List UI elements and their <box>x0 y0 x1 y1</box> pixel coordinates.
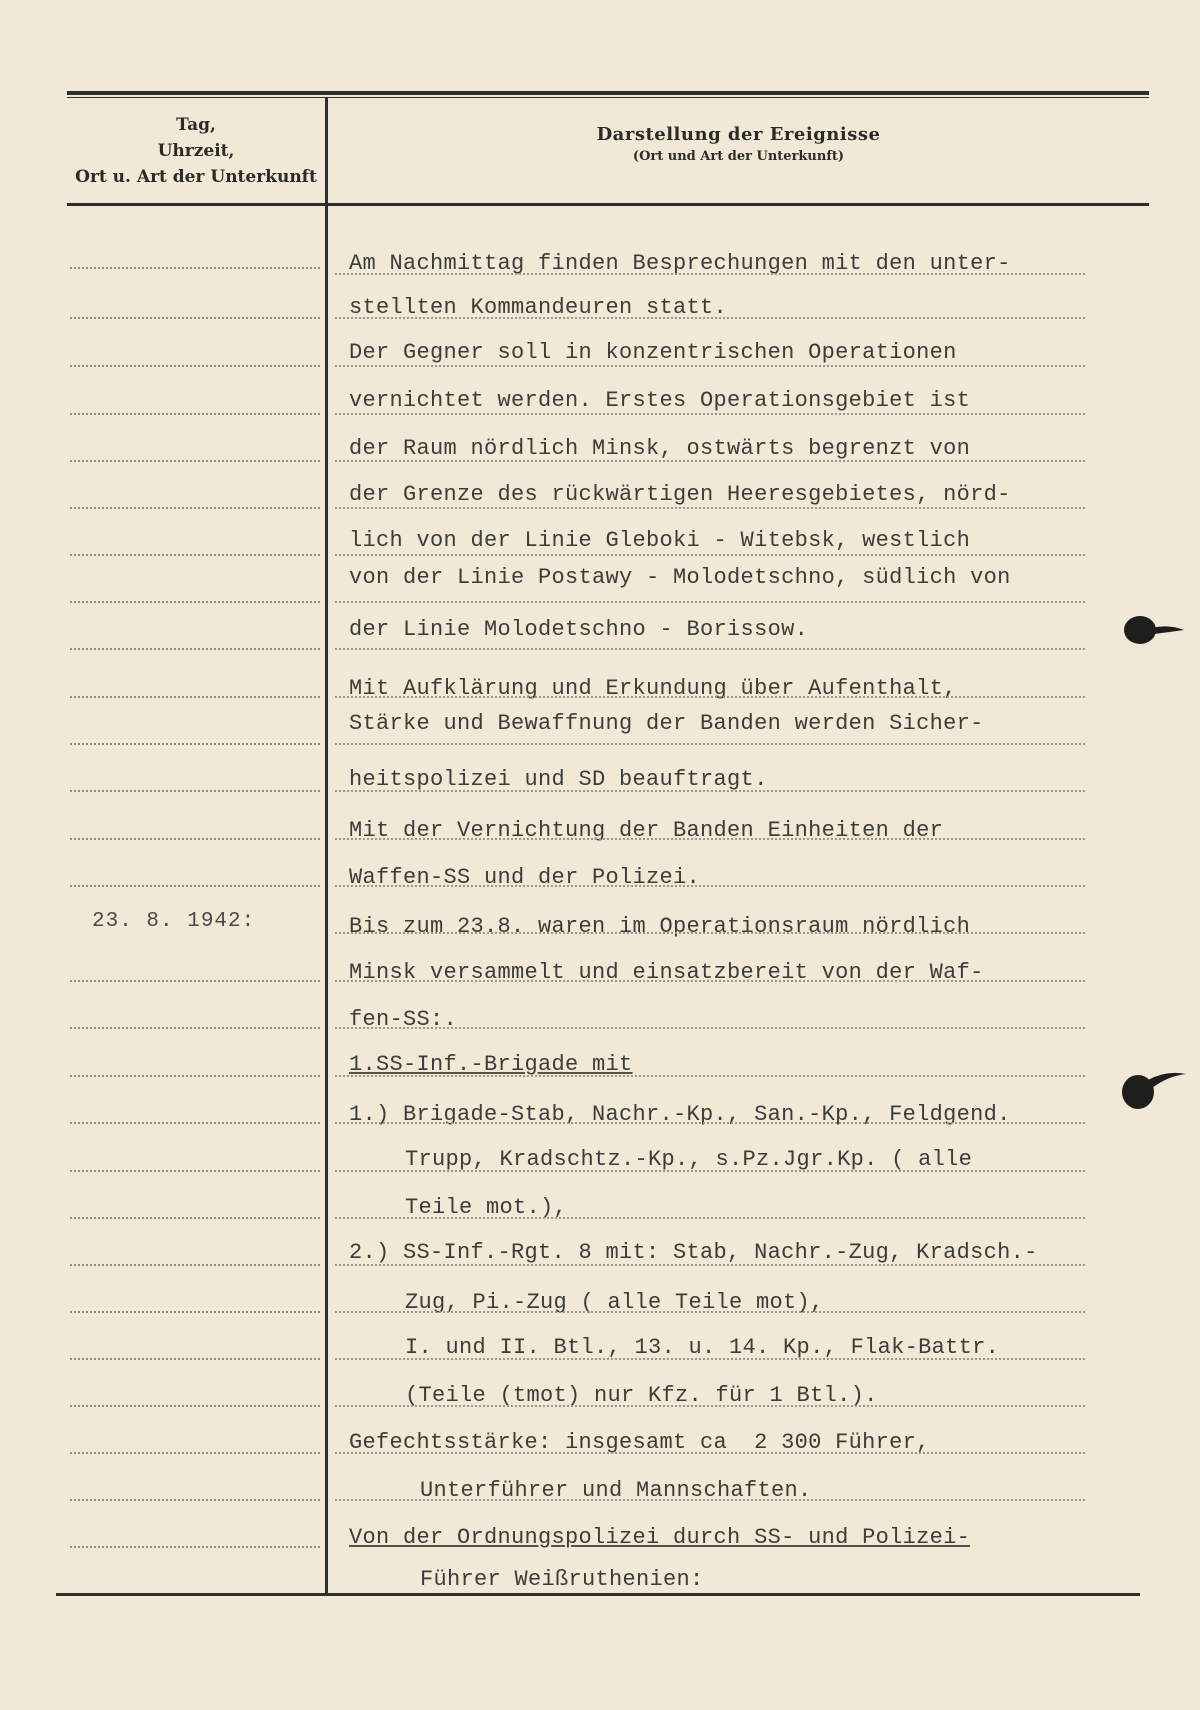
text-line: 1.) Brigade-Stab, Nachr.-Kp., San.-Kp., Feldgend. <box>349 1102 1011 1127</box>
left-dotted-line <box>70 648 320 650</box>
text-line: der Linie Molodetschno - Borissow. <box>349 617 809 642</box>
ink-blot-icon <box>1118 612 1190 648</box>
left-dotted-line <box>70 1499 320 1501</box>
text-line: 1.SS-Inf.-Brigade mit <box>349 1052 633 1077</box>
text-dotted-rule <box>335 1499 1085 1501</box>
text-line: Waffen-SS und der Polizei. <box>349 865 701 890</box>
text-line: Minsk versammelt und einsatzbereit von der Waf- <box>349 960 984 985</box>
left-dotted-line <box>70 838 320 840</box>
left-dotted-line <box>70 1027 320 1029</box>
left-dotted-line <box>70 267 320 269</box>
text-dotted-rule <box>335 1311 1085 1313</box>
text-dotted-rule <box>335 460 1085 462</box>
text-line: Mit der Vernichtung der Banden Einheiten der <box>349 818 944 843</box>
column-header-right <box>328 124 1149 164</box>
text-line: fen-SS:. <box>349 1007 458 1032</box>
text-dotted-rule <box>335 1170 1085 1172</box>
left-dotted-line <box>70 1405 320 1407</box>
header-right-subtitle: (Ort und Art der Unterkunft) <box>632 149 845 164</box>
text-line: Trupp, Kradschtz.-Kp., s.Pz.Jgr.Kp. ( alle <box>405 1147 973 1172</box>
text-line: Mit Aufklärung und Erkundung über Aufenthalt, <box>349 676 957 701</box>
text-line: Der Gegner soll in konzentrischen Operationen <box>349 340 957 365</box>
text-line: Zug, Pi.-Zug ( alle Teile mot), <box>405 1290 824 1315</box>
text-line: Am Nachmittag finden Besprechungen mit den unter- <box>349 251 1011 276</box>
ink-blot-icon <box>1118 1066 1190 1112</box>
left-dotted-line <box>70 1122 320 1124</box>
text-dotted-rule <box>335 696 1085 698</box>
text-dotted-rule <box>335 554 1085 556</box>
text-dotted-rule <box>335 365 1085 367</box>
text-dotted-rule <box>335 932 1085 934</box>
text-line: vernichtet werden. Erstes Operationsgebiet ist <box>349 388 971 413</box>
text-dotted-rule <box>335 1122 1085 1124</box>
text-dotted-rule <box>335 413 1085 415</box>
text-dotted-rule <box>335 273 1085 275</box>
left-dotted-line <box>70 1358 320 1360</box>
text-dotted-rule <box>335 1027 1085 1029</box>
left-dotted-line <box>70 980 320 982</box>
table-header-rule <box>67 203 1149 206</box>
text-line: stellten Kommandeuren statt. <box>349 295 728 320</box>
text-dotted-rule <box>335 507 1085 509</box>
header-right-title: Darstellung der Ereignisse <box>596 124 881 145</box>
left-dotted-line <box>70 1170 320 1172</box>
text-line: Von der Ordnungspolizei durch SS- und Polizei- <box>349 1525 971 1550</box>
text-line: Stärke und Bewaffnung der Banden werden Sicher- <box>349 711 984 736</box>
header-left-line-2: Uhrzeit, <box>157 141 235 161</box>
text-line: lich von der Linie Gleboki - Witebsk, westlich <box>349 528 971 553</box>
text-line: (Teile (tmot) nur Kfz. für 1 Btl.). <box>405 1383 878 1408</box>
header-left-line-1: Tag, <box>176 115 216 135</box>
left-dotted-line <box>70 1311 320 1313</box>
left-dotted-line <box>70 317 320 319</box>
text-dotted-rule <box>335 317 1085 319</box>
table-top-rule-thin <box>67 97 1149 98</box>
left-dotted-line <box>70 790 320 792</box>
text-dotted-rule <box>335 648 1085 650</box>
left-dotted-line <box>70 1546 320 1548</box>
text-dotted-rule <box>335 1358 1085 1360</box>
text-line: Führer Weißruthenien: <box>420 1567 704 1592</box>
left-dotted-line <box>70 1264 320 1266</box>
column-header-left <box>67 112 325 190</box>
text-line: Gefechtsstärke: insgesamt ca 2 300 Führer, <box>349 1430 930 1455</box>
header-left-line-3: Ort u. Art der Unterkunft <box>75 167 317 187</box>
text-dotted-rule <box>335 790 1085 792</box>
text-dotted-rule <box>335 1405 1085 1407</box>
left-dotted-line <box>70 696 320 698</box>
table-bottom-rule <box>56 1593 1140 1596</box>
column-divider <box>325 97 328 1594</box>
text-line: der Grenze des rückwärtigen Heeresgebietes, nörd- <box>349 482 1011 507</box>
left-dotted-line <box>70 743 320 745</box>
text-dotted-rule <box>335 838 1085 840</box>
text-line: der Raum nördlich Minsk, ostwärts begrenzt von <box>349 436 971 461</box>
text-dotted-rule <box>335 601 1085 603</box>
left-dotted-line <box>70 601 320 603</box>
left-dotted-line <box>70 1075 320 1077</box>
text-line: heitspolizei und SD beauftragt. <box>349 767 768 792</box>
text-dotted-rule <box>335 743 1085 745</box>
entry-date: 23. 8. 1942: <box>92 910 256 933</box>
left-dotted-line <box>70 460 320 462</box>
text-line: Unterführer und Mannschaften. <box>420 1478 812 1503</box>
left-dotted-line <box>70 365 320 367</box>
text-dotted-rule <box>335 1452 1085 1454</box>
text-dotted-rule <box>335 1264 1085 1266</box>
text-dotted-rule <box>335 1075 1085 1077</box>
table-top-rule <box>67 91 1149 95</box>
text-line: Teile mot.), <box>405 1195 568 1220</box>
left-dotted-line <box>70 1452 320 1454</box>
left-dotted-line <box>70 413 320 415</box>
text-dotted-rule <box>335 980 1085 982</box>
text-dotted-rule <box>335 885 1085 887</box>
left-dotted-line <box>70 554 320 556</box>
text-line: I. und II. Btl., 13. u. 14. Kp., Flak-Battr. <box>405 1335 1000 1360</box>
text-dotted-rule <box>335 1217 1085 1219</box>
text-line: von der Linie Postawy - Molodetschno, südlich von <box>349 565 1011 590</box>
text-line: Bis zum 23.8. waren im Operationsraum nördlich <box>349 914 971 939</box>
left-dotted-line <box>70 507 320 509</box>
left-dotted-line <box>70 885 320 887</box>
left-dotted-line <box>70 1217 320 1219</box>
text-line: 2.) SS-Inf.-Rgt. 8 mit: Stab, Nachr.-Zug, Kradsch.- <box>349 1240 1038 1265</box>
